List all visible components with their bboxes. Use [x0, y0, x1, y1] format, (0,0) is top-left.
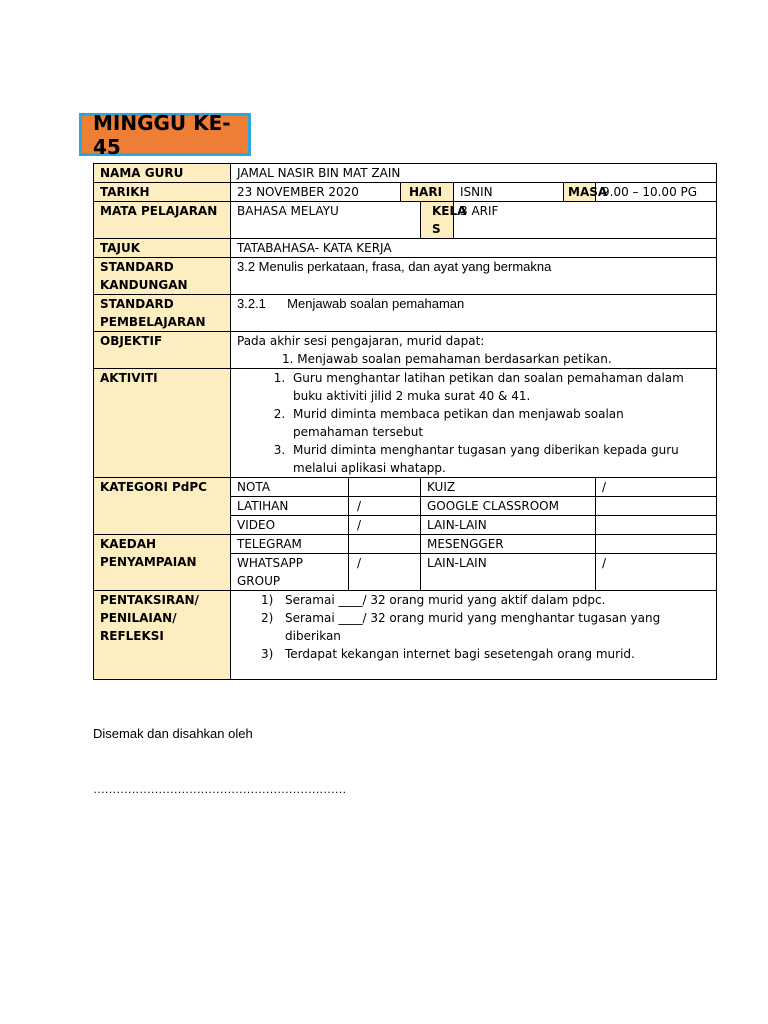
label-masa: MASA	[564, 183, 596, 202]
kaedah-option: LAIN-LAIN	[421, 554, 596, 591]
kaedah-option: TELEGRAM	[231, 535, 349, 554]
kaedah-mark: /	[349, 554, 421, 591]
label-standard-kandungan-1: STANDARD	[100, 260, 174, 274]
label-kaedah-1: KAEDAH	[100, 537, 157, 551]
row-standard-pembelajaran	[94, 295, 717, 332]
objektif-list	[237, 350, 710, 368]
label-pentaksiran-2: PENILAIAN/	[100, 611, 177, 625]
aktiviti-item-line: 1. Guru menghantar latihan petikan dan soalan pemahaman dalam	[293, 371, 684, 385]
kategori-mark	[349, 478, 421, 497]
aktiviti-item-line: 2. Murid diminta membaca petikan dan menjawab soalan	[293, 407, 624, 421]
pentaksiran-number: 1)	[261, 593, 274, 607]
label-tarikh: TARIKH	[94, 183, 231, 202]
signature-line: …………………………………………………………	[93, 782, 346, 796]
aktiviti-item-line: 3. Murid diminta menghantar tugasan yang diberikan kepada guru	[293, 443, 679, 457]
objektif-intro: Pada akhir sesi pengajaran, murid dapat:	[237, 334, 485, 348]
verified-by-text: Disemak dan disahkan oleh	[93, 726, 253, 741]
value-standard-pembelajaran	[231, 295, 717, 332]
value-mata-pelajaran: BAHASA MELAYU	[231, 202, 421, 239]
pentaksiran-item	[237, 609, 710, 645]
label-pentaksiran-3: REFLEKSI	[100, 629, 164, 643]
row-objektif	[94, 332, 717, 369]
kaedah-mark	[596, 535, 717, 554]
kategori-option: LAIN-LAIN	[421, 516, 596, 535]
label-kaedah	[94, 535, 231, 591]
label-mata-pelajaran: MATA PELAJARAN	[94, 202, 231, 239]
kategori-option: NOTA	[231, 478, 349, 497]
label-pentaksiran-1: PENTAKSIRAN/	[100, 593, 199, 607]
aktiviti-item	[289, 441, 710, 477]
label-standard-pembelajaran	[94, 295, 231, 332]
kaedah-mark: /	[596, 554, 717, 591]
label-kelas-line2: S	[432, 222, 441, 236]
label-aktiviti: AKTIVITI	[94, 369, 231, 478]
row-mata-pelajaran	[94, 202, 717, 239]
kaedah-option	[231, 554, 349, 591]
standard-pembelajaran-text: Menjawab soalan pemahaman	[287, 296, 465, 311]
week-title: MINGGU KE-45	[93, 110, 231, 159]
value-aktiviti	[231, 369, 717, 478]
value-hari: ISNIN	[454, 183, 564, 202]
aktiviti-item-line: pemahaman tersebut	[293, 425, 424, 439]
label-standard-kandungan	[94, 258, 231, 295]
label-kelas-line1: KELA	[432, 204, 467, 218]
value-standard-kandungan: 3.2 Menulis perkataan, frasa, dan ayat yang bermakna	[231, 258, 717, 295]
label-objektif: OBJEKTIF	[94, 332, 231, 369]
value-tajuk: TATABAHASA- KATA KERJA	[231, 239, 717, 258]
kaedah-option-line: GROUP	[237, 574, 281, 588]
kaedah-mark	[349, 535, 421, 554]
value-nama-guru: JAMAL NASIR BIN MAT ZAIN	[231, 164, 717, 183]
value-pentaksiran	[231, 591, 717, 680]
row-kategori-1	[94, 478, 717, 497]
pentaksiran-line: Terdapat kekangan internet bagi sesetengah orang murid.	[285, 647, 635, 661]
pentaksiran-number: 3)	[261, 647, 274, 661]
kategori-mark: /	[349, 516, 421, 535]
row-kaedah-1	[94, 535, 717, 554]
aktiviti-item-line: melalui aplikasi whatapp.	[293, 461, 446, 475]
aktiviti-list	[237, 369, 710, 477]
value-tarikh: 23 NOVEMBER 2020	[231, 183, 401, 202]
pentaksiran-number: 2)	[261, 611, 274, 625]
value-kelas: 3 ARIF	[454, 202, 717, 239]
label-nama-guru: NAMA GURU	[94, 164, 231, 183]
pentaksiran-line: Seramai ____/ 32 orang murid yang menghantar tugasan yang	[285, 611, 661, 625]
row-standard-kandungan	[94, 258, 717, 295]
pentaksiran-item	[237, 645, 710, 663]
row-tajuk	[94, 239, 717, 258]
label-pentaksiran	[94, 591, 231, 680]
kategori-option: LATIHAN	[231, 497, 349, 516]
standard-pembelajaran-number: 3.2.1	[237, 296, 266, 311]
label-tajuk: TAJUK	[94, 239, 231, 258]
row-pentaksiran	[94, 591, 717, 680]
row-nama-guru	[94, 164, 717, 183]
objektif-item: 1. Menjawab soalan pemahaman berdasarkan petikan.	[282, 352, 612, 366]
value-masa: 9.00 – 10.00 PG	[596, 183, 717, 202]
kategori-mark: /	[596, 478, 717, 497]
label-standard-pembelajaran-2: PEMBELAJARAN	[100, 315, 206, 329]
kaedah-option: MESENGGER	[421, 535, 596, 554]
row-aktiviti	[94, 369, 717, 478]
kategori-option: KUIZ	[421, 478, 596, 497]
week-title-badge	[79, 110, 251, 159]
kategori-mark	[596, 516, 717, 535]
pentaksiran-line: diberikan	[285, 629, 341, 643]
kategori-mark: /	[349, 497, 421, 516]
lesson-plan-table	[93, 163, 717, 680]
pentaksiran-line: Seramai ____/ 32 orang murid yang aktif dalam pdpc.	[285, 593, 606, 607]
kategori-mark	[596, 497, 717, 516]
label-standard-pembelajaran-1: STANDARD	[100, 297, 174, 311]
value-objektif	[231, 332, 717, 369]
label-kategori: KATEGORI PdPC	[94, 478, 231, 535]
label-standard-kandungan-2: KANDUNGAN	[100, 278, 188, 292]
aktiviti-item-line: buku aktiviti jilid 2 muka surat 40 & 41.	[293, 389, 531, 403]
kategori-option: VIDEO	[231, 516, 349, 535]
row-tarikh	[94, 183, 717, 202]
aktiviti-item	[289, 369, 710, 405]
label-hari: HARI	[401, 183, 454, 202]
kategori-option: GOOGLE CLASSROOM	[421, 497, 596, 516]
pentaksiran-item	[237, 591, 710, 609]
label-kaedah-2: PENYAMPAIAN	[100, 555, 197, 569]
kaedah-option-line: WHATSAPP	[237, 556, 304, 570]
label-kelas	[421, 202, 467, 239]
aktiviti-item	[289, 405, 710, 441]
